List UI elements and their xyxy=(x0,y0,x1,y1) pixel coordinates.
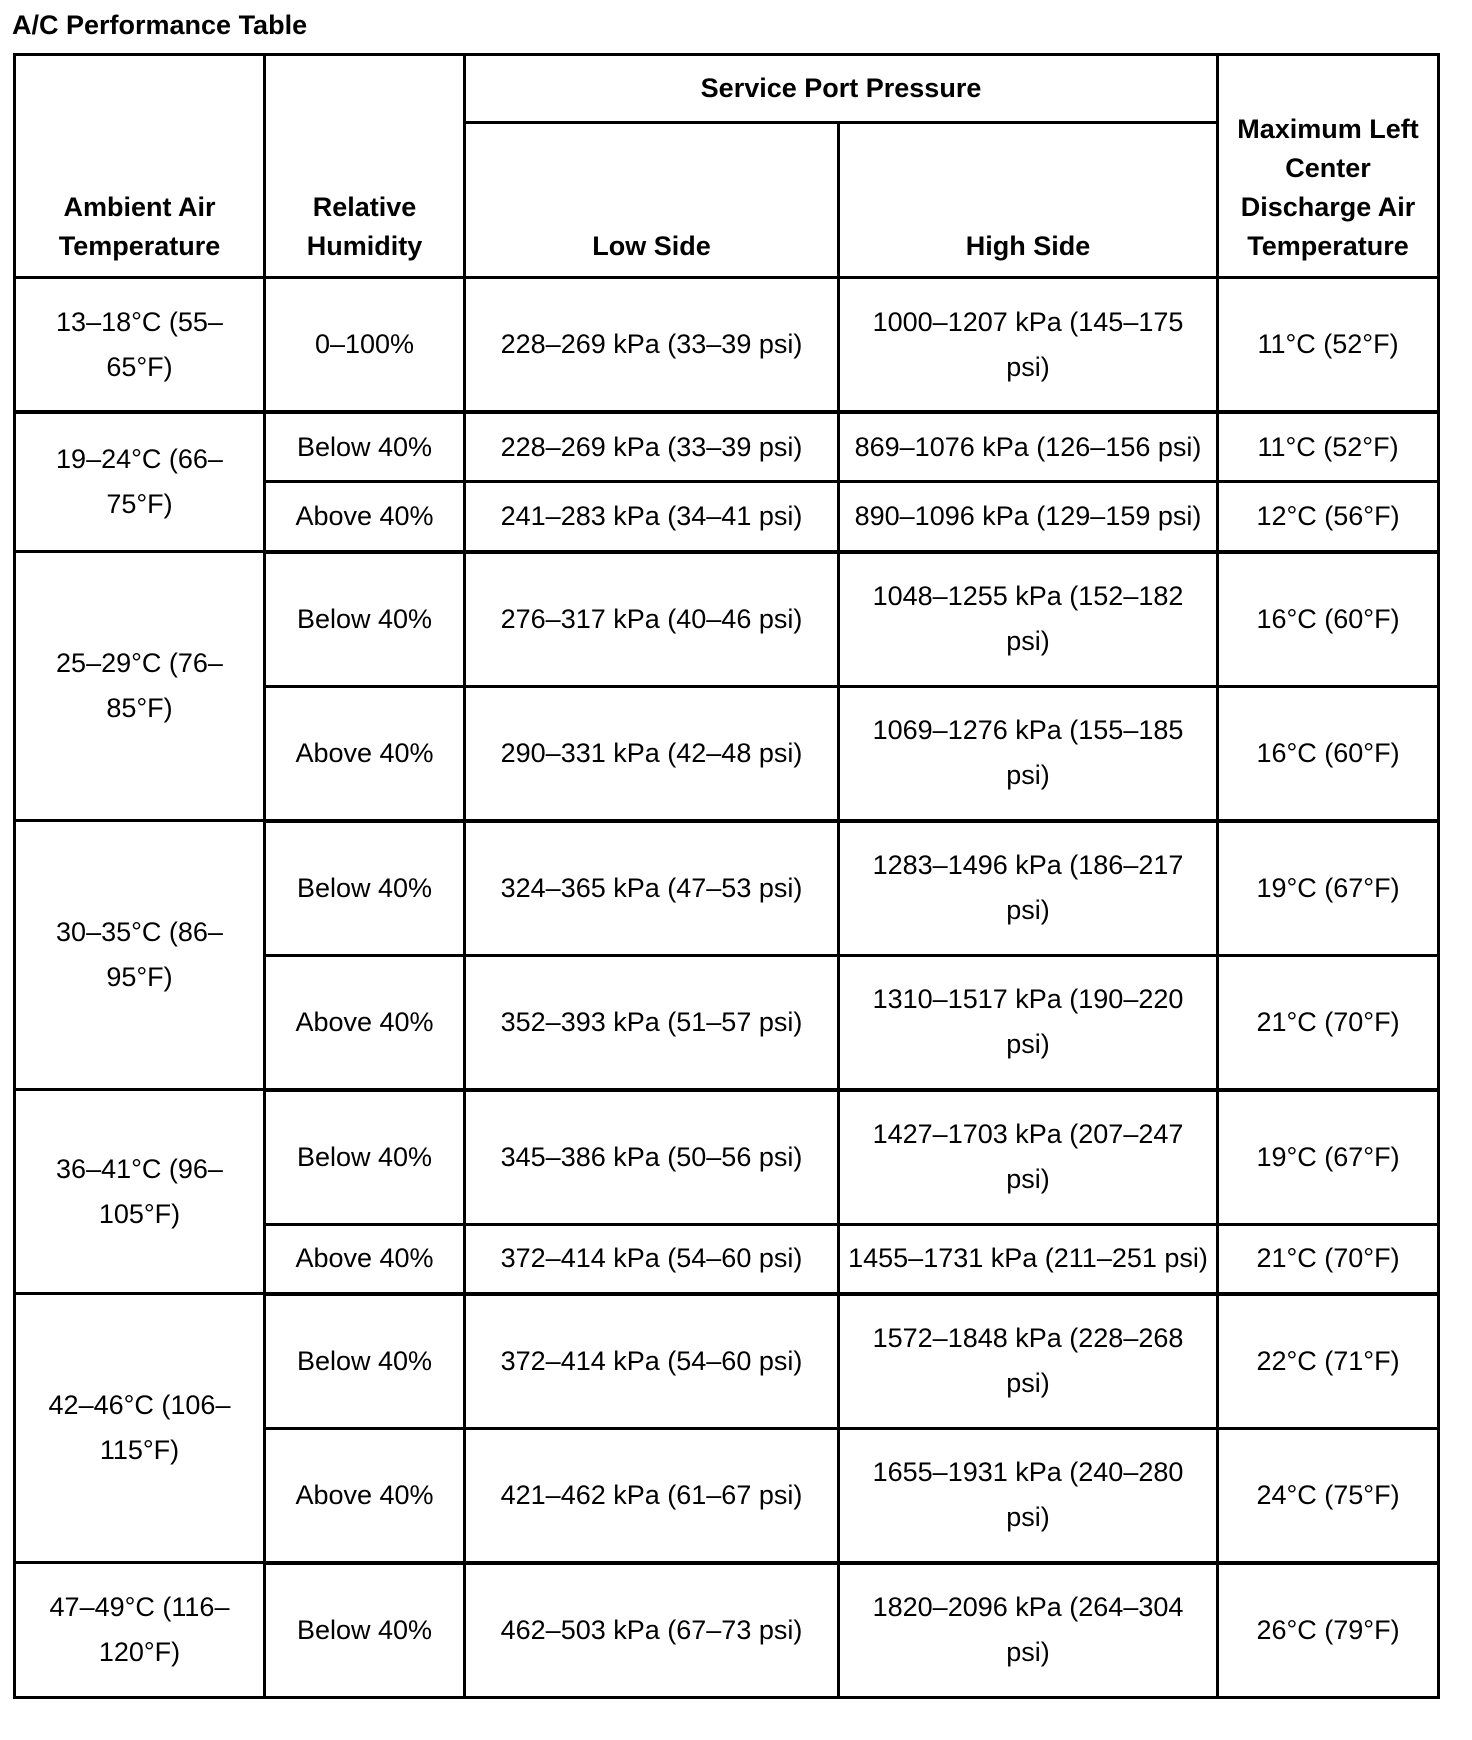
low-side-cell: 421–462 kPa (61–67 psi) xyxy=(465,1428,839,1563)
max-temp-cell: 22°C (71°F) xyxy=(1218,1294,1439,1429)
max-temp-cell: 24°C (75°F) xyxy=(1218,1428,1439,1563)
max-temp-cell: 11°C (52°F) xyxy=(1218,278,1439,413)
table-row xyxy=(15,412,1439,482)
humidity-cell: Below 40% xyxy=(265,552,465,687)
max-temp-cell: 26°C (79°F) xyxy=(1218,1563,1439,1698)
ambient-cell: 42–46°C (106–115°F) xyxy=(15,1294,265,1563)
humidity-cell: Below 40% xyxy=(265,412,465,482)
table-row xyxy=(15,1563,1439,1698)
low-side-cell: 372–414 kPa (54–60 psi) xyxy=(465,1294,839,1429)
humidity-cell: Above 40% xyxy=(265,686,465,821)
humidity-cell: Below 40% xyxy=(265,821,465,956)
high-side-cell: 1655–1931 kPa (240–280 psi) xyxy=(839,1428,1218,1563)
humidity-cell: Above 40% xyxy=(265,1428,465,1563)
high-side-cell: 1820–2096 kPa (264–304 psi) xyxy=(839,1563,1218,1698)
header-max-discharge-temp: Maximum Left Center Discharge Air Temperature xyxy=(1218,55,1439,278)
max-temp-cell: 21°C (70°F) xyxy=(1218,955,1439,1090)
header-high-side: High Side xyxy=(839,123,1218,278)
header-service-port-pressure: Service Port Pressure xyxy=(465,55,1218,123)
table-row xyxy=(15,821,1439,956)
max-temp-cell: 21°C (70°F) xyxy=(1218,1224,1439,1294)
high-side-cell: 1069–1276 kPa (155–185 psi) xyxy=(839,686,1218,821)
page-title: A/C Performance Table xyxy=(12,10,308,40)
max-temp-cell: 16°C (60°F) xyxy=(1218,686,1439,821)
table-row xyxy=(15,552,1439,687)
humidity-cell: Below 40% xyxy=(265,1090,465,1225)
humidity-cell: 0–100% xyxy=(265,278,465,413)
low-side-cell: 228–269 kPa (33–39 psi) xyxy=(465,412,839,482)
low-side-cell: 372–414 kPa (54–60 psi) xyxy=(465,1224,839,1294)
ambient-cell: 30–35°C (86–95°F) xyxy=(15,821,265,1090)
low-side-cell: 276–317 kPa (40–46 psi) xyxy=(465,552,839,687)
max-temp-cell: 19°C (67°F) xyxy=(1218,1090,1439,1225)
low-side-cell: 345–386 kPa (50–56 psi) xyxy=(465,1090,839,1225)
ac-performance-table xyxy=(13,53,1440,1699)
high-side-cell: 890–1096 kPa (129–159 psi) xyxy=(839,482,1218,552)
low-side-cell: 241–283 kPa (34–41 psi) xyxy=(465,482,839,552)
ambient-cell: 36–41°C (96–105°F) xyxy=(15,1090,265,1294)
humidity-cell: Above 40% xyxy=(265,955,465,1090)
humidity-cell: Below 40% xyxy=(265,1563,465,1698)
max-temp-cell: 19°C (67°F) xyxy=(1218,821,1439,956)
high-side-cell: 1048–1255 kPa (152–182 psi) xyxy=(839,552,1218,687)
header-humidity: Relative Humidity xyxy=(265,55,465,278)
max-temp-cell: 11°C (52°F) xyxy=(1218,412,1439,482)
header-ambient: Ambient Air Temperature xyxy=(15,55,265,278)
high-side-cell: 869–1076 kPa (126–156 psi) xyxy=(839,412,1218,482)
table-row xyxy=(15,1090,1439,1225)
humidity-cell: Below 40% xyxy=(265,1294,465,1429)
low-side-cell: 290–331 kPa (42–48 psi) xyxy=(465,686,839,821)
high-side-cell: 1572–1848 kPa (228–268 psi) xyxy=(839,1294,1218,1429)
table-row xyxy=(15,278,1439,413)
high-side-cell: 1310–1517 kPa (190–220 psi) xyxy=(839,955,1218,1090)
high-side-cell: 1455–1731 kPa (211–251 psi) xyxy=(839,1224,1218,1294)
ambient-cell: 13–18°C (55–65°F) xyxy=(15,278,265,413)
ambient-cell: 25–29°C (76–85°F) xyxy=(15,552,265,821)
max-temp-cell: 16°C (60°F) xyxy=(1218,552,1439,687)
low-side-cell: 324–365 kPa (47–53 psi) xyxy=(465,821,839,956)
low-side-cell: 462–503 kPa (67–73 psi) xyxy=(465,1563,839,1698)
header-low-side: Low Side xyxy=(465,123,839,278)
low-side-cell: 352–393 kPa (51–57 psi) xyxy=(465,955,839,1090)
high-side-cell: 1000–1207 kPa (145–175 psi) xyxy=(839,278,1218,413)
humidity-cell: Above 40% xyxy=(265,482,465,552)
ambient-cell: 47–49°C (116–120°F) xyxy=(15,1563,265,1698)
humidity-cell: Above 40% xyxy=(265,1224,465,1294)
ambient-cell: 19–24°C (66–75°F) xyxy=(15,412,265,552)
high-side-cell: 1283–1496 kPa (186–217 psi) xyxy=(839,821,1218,956)
max-temp-cell: 12°C (56°F) xyxy=(1218,482,1439,552)
low-side-cell: 228–269 kPa (33–39 psi) xyxy=(465,278,839,413)
table-row xyxy=(15,1294,1439,1429)
high-side-cell: 1427–1703 kPa (207–247 psi) xyxy=(839,1090,1218,1225)
